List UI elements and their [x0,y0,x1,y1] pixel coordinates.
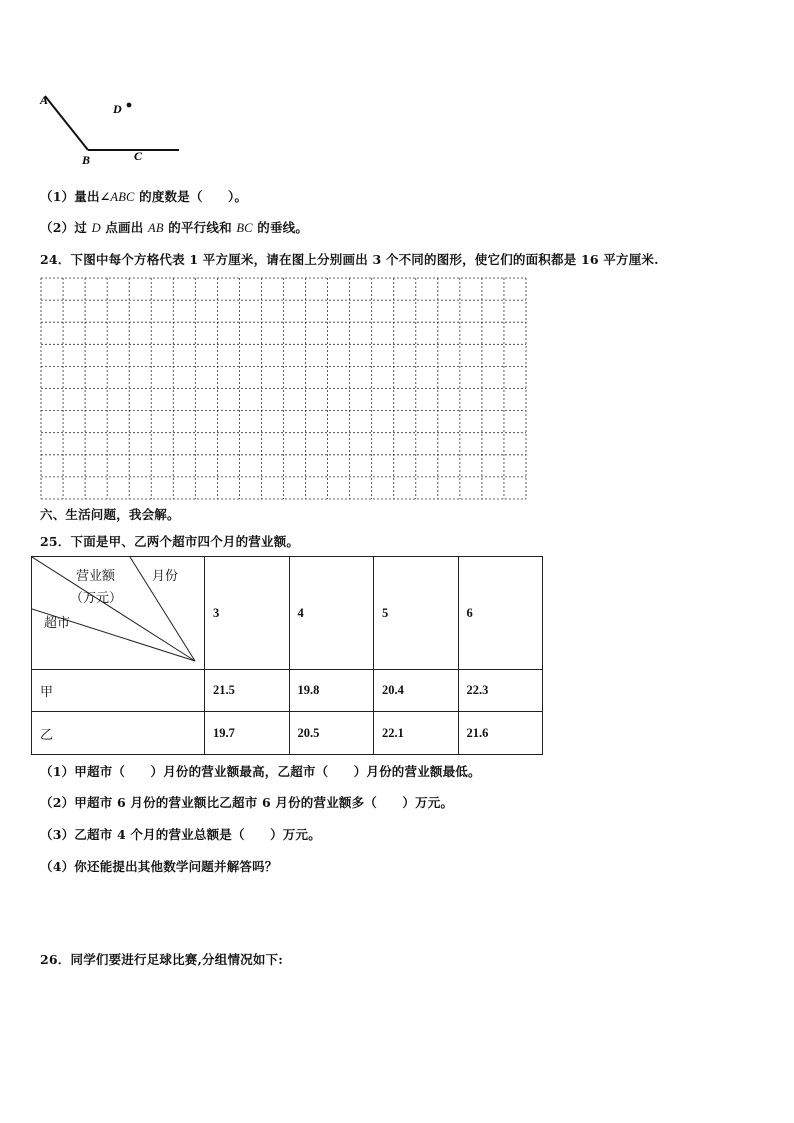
row-label-jia: 甲 [32,670,205,712]
row-label-yi: 乙 [32,712,205,755]
table-corner-cell [32,557,205,670]
q23-sub2-prefix: （2）过 [40,220,87,235]
q23-sub1-suffix: 的度数是（ ）。 [139,189,248,204]
table-cell: 19.7 [205,712,290,755]
q25-sub4: （4）你还能提出其他数学问题并解答吗？ [40,859,278,874]
square-grid [40,277,527,500]
sales-table [31,556,543,755]
table-row [32,670,543,712]
ray-ba [45,96,88,150]
q23-sub2-var3: BC [236,221,253,235]
table-cell: 21.5 [205,670,290,712]
q25-sub2: （2）甲超市 6 月份的营业额比乙超市 6 月份的营业额多（ ）万元。 [40,795,454,810]
label-b: B [82,153,91,167]
corner-month-label: 月份 [152,569,179,584]
q23-sub2-var1: D [91,221,101,235]
label-c: C [134,149,143,163]
q24-text: 24．下图中每个方格代表 1 平方厘米，请在图上分别画出 3 个不同的图形，使它们的面积都是 16 平方厘米. [40,252,659,267]
month-header: 6 [458,557,543,670]
month-header: 3 [205,557,290,670]
table-header-row [32,557,543,670]
q23-sub2-mid2: 的平行线和 [168,220,232,235]
q23-sub1 [40,187,247,205]
label-d: D [113,102,122,116]
q23-sub2-var2: AB [148,221,164,235]
q25-sub3: （3）乙超市 4 个月的营业总额是（ ）万元。 [40,827,321,842]
q23-sub2 [40,218,308,236]
q25-sub1: （1）甲超市（ ）月份的营业额最高，乙超市（ ）月份的营业额最低。 [40,764,481,779]
angle-abc-figure [38,88,188,168]
month-header: 5 [374,557,459,670]
q23-sub2-suffix: 的垂线。 [257,220,309,235]
corner-market-label: 超市 [44,616,71,631]
table-cell: 20.4 [374,670,459,712]
q23-sub1-prefix: （1）量出∠ [40,189,111,204]
table-cell: 22.1 [374,712,459,755]
label-a: A [40,93,49,107]
q26-text: 26．同学们要进行足球比赛,分组情况如下: [40,952,284,967]
corner-revenue-label: 营业额 [76,569,116,584]
corner-unit-label: （万元） [70,591,123,606]
table-cell: 22.3 [458,670,543,712]
q23-sub1-var: ABC [110,190,135,204]
table-row [32,712,543,755]
section-6-title: 六、生活问题，我会解。 [40,507,180,522]
point-d-dot [127,103,132,108]
q25-text: 25．下面是甲、乙两个超市四个月的营业额。 [40,534,300,549]
table-cell: 21.6 [458,712,543,755]
table-cell: 20.5 [289,712,374,755]
q23-sub2-mid1: 点画出 [105,220,144,235]
month-header: 4 [289,557,374,670]
table-cell: 19.8 [289,670,374,712]
